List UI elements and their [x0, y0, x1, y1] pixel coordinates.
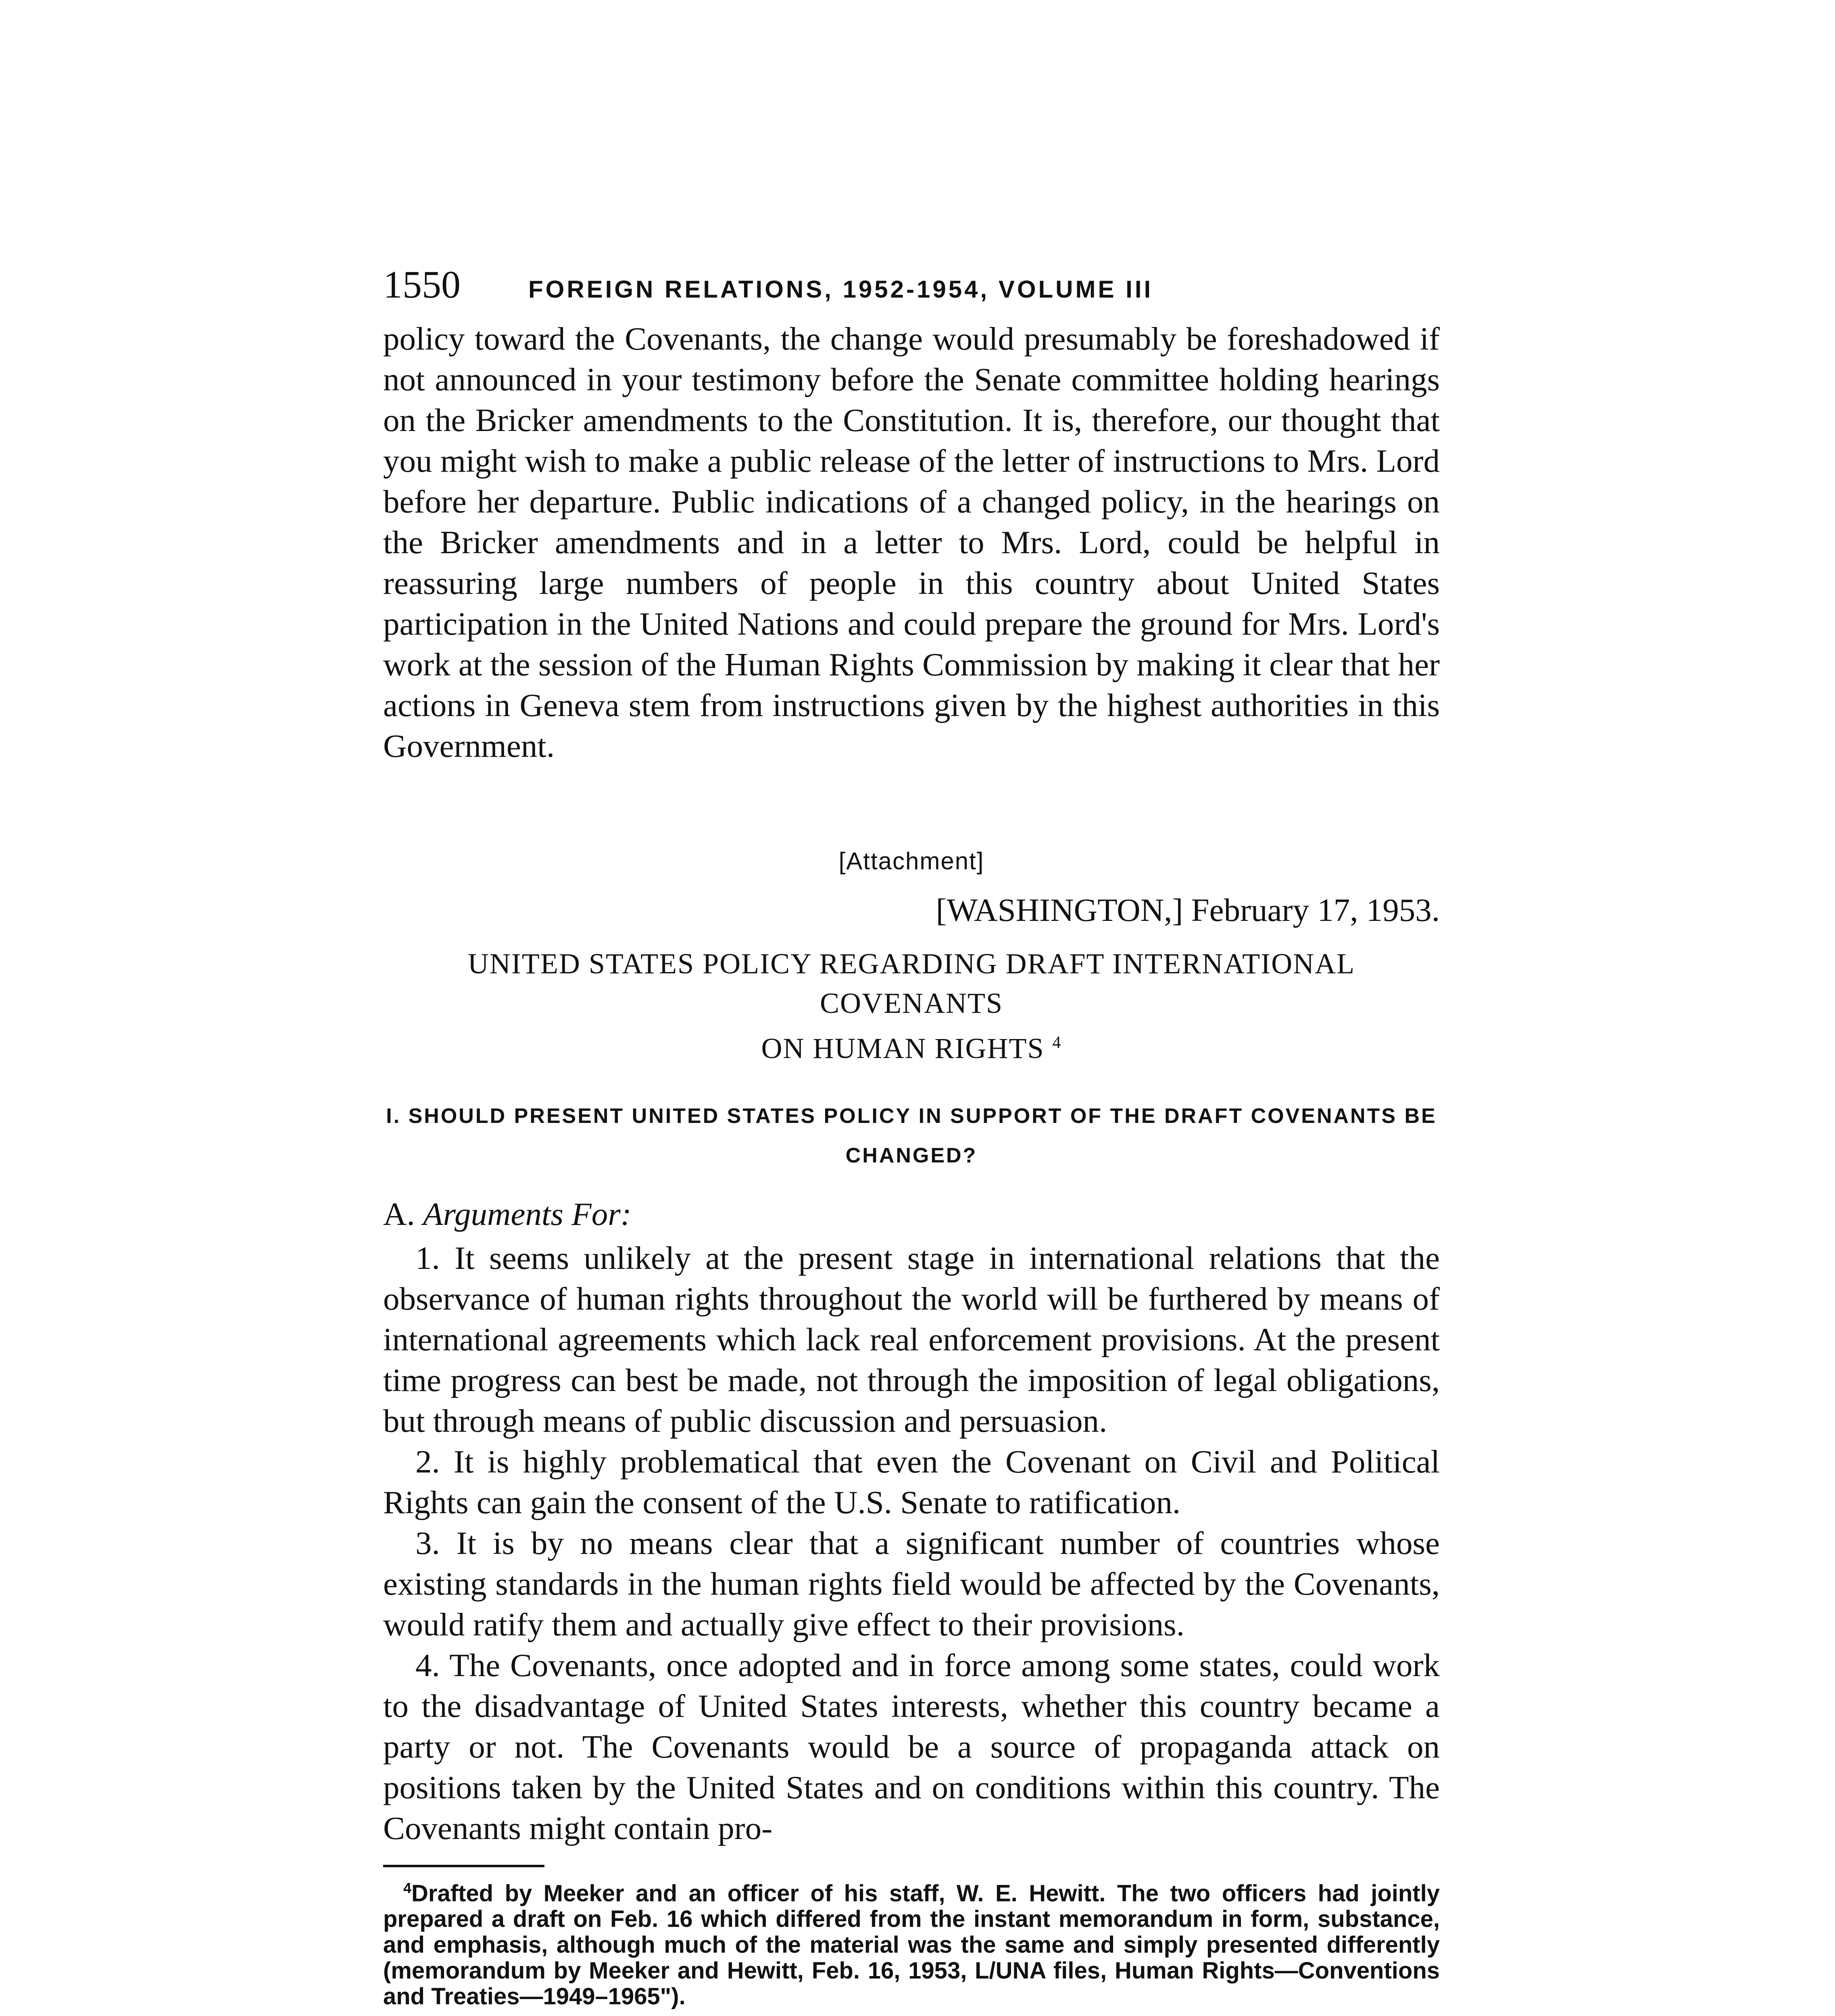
document-title	[383, 944, 1440, 1068]
argument-point-4: 4. The Covenants, once adopted and in force among some states, could work to the disadvantage of United States interests, whether this country became a party or not. The Covenants would be a source of propaganda attack on positions taken by the United States and on conditions within this country. The Covenants might contain pro-	[383, 1647, 1440, 1846]
document-page	[383, 262, 1440, 2016]
footnote-divider	[383, 1865, 544, 1867]
document-title-line-1: UNITED STATES POLICY REGARDING DRAFT INTERNATIONAL COVENANTS	[467, 948, 1355, 1019]
footnote-marker: 4	[403, 1880, 412, 1896]
subheading	[383, 1195, 1440, 1238]
running-title: FOREIGN RELATIONS, 1952-1954, VOLUME III	[528, 276, 1153, 303]
footnote	[383, 1875, 1440, 2010]
footnote-text: Drafted by Meeker and an officer of his staff, W. E. Hewitt. The two officers had jointly prepared a draft on Feb. 16 which differed from the instant memorandum in form, substance, and emphasis, although much of the material was the same and simply presented differently (memorandum by Meeker and Hewitt, Feb. 16, 1953, L/UNA files, Human Rights—Conventions and Treaties—1949–1965").	[383, 1880, 1440, 2010]
attachment-label: [Attachment]	[838, 848, 984, 875]
running-head	[383, 262, 1440, 319]
subheading-text: Arguments For:	[423, 1196, 632, 1232]
date-line: [WASHINGTON,] February 17, 1953.	[936, 892, 1440, 928]
argument-point-3: 3. It is by no means clear that a significant number of countries whose existing standards in the human rights field would be affected by the Covenants, would ratify them and actually give effect to their provisions.	[383, 1525, 1440, 1643]
section-heading: I. SHOULD PRESENT UNITED STATES POLICY IN SUPPORT OF THE DRAFT COVENANTS BE CHANGED?	[386, 1104, 1437, 1167]
title-footnote-marker: 4	[1052, 1033, 1062, 1052]
argument-point-2: 2. It is highly problematical that even the Covenant on Civil and Political Rights can gain the consent of the U.S. Senate to ratification.	[383, 1443, 1440, 1520]
document-title-line-2	[383, 1023, 1440, 1068]
subheading-letter: A.	[383, 1196, 415, 1232]
opening-paragraph: policy toward the Covenants, the change would presumably be foreshadowed if not announced in your testimony before the Senate committee holding hearings on the Bricker amendments to the Constitution. It is, therefore, our thought that you might wish to make a public release of the letter of instructions to Mrs. Lord before her departure. Public indications of a changed policy, in the hearings on the Bricker amendments and in a letter to Mrs. Lord, could be helpful in reassuring large numbers of people in this country about United States participation in the United Nations and could prepare the ground for Mrs. Lord's work at the session of the Human Rights Commission by making it clear that her actions in Geneva stem from instructions given by the highest authorities in this Government.	[383, 321, 1440, 764]
page-number: 1550	[383, 263, 461, 306]
document-title-line-2-text: ON HUMAN RIGHTS	[761, 1032, 1045, 1064]
argument-point-1: 1. It seems unlikely at the present stage in international relations that the observance of human rights throughout the world will be furthered by means of international agreements which lack real enforcement provisions. At the present time progress can best be made, not through the imposition of legal obligations, but through means of public discussion and persuasion.	[383, 1240, 1440, 1439]
